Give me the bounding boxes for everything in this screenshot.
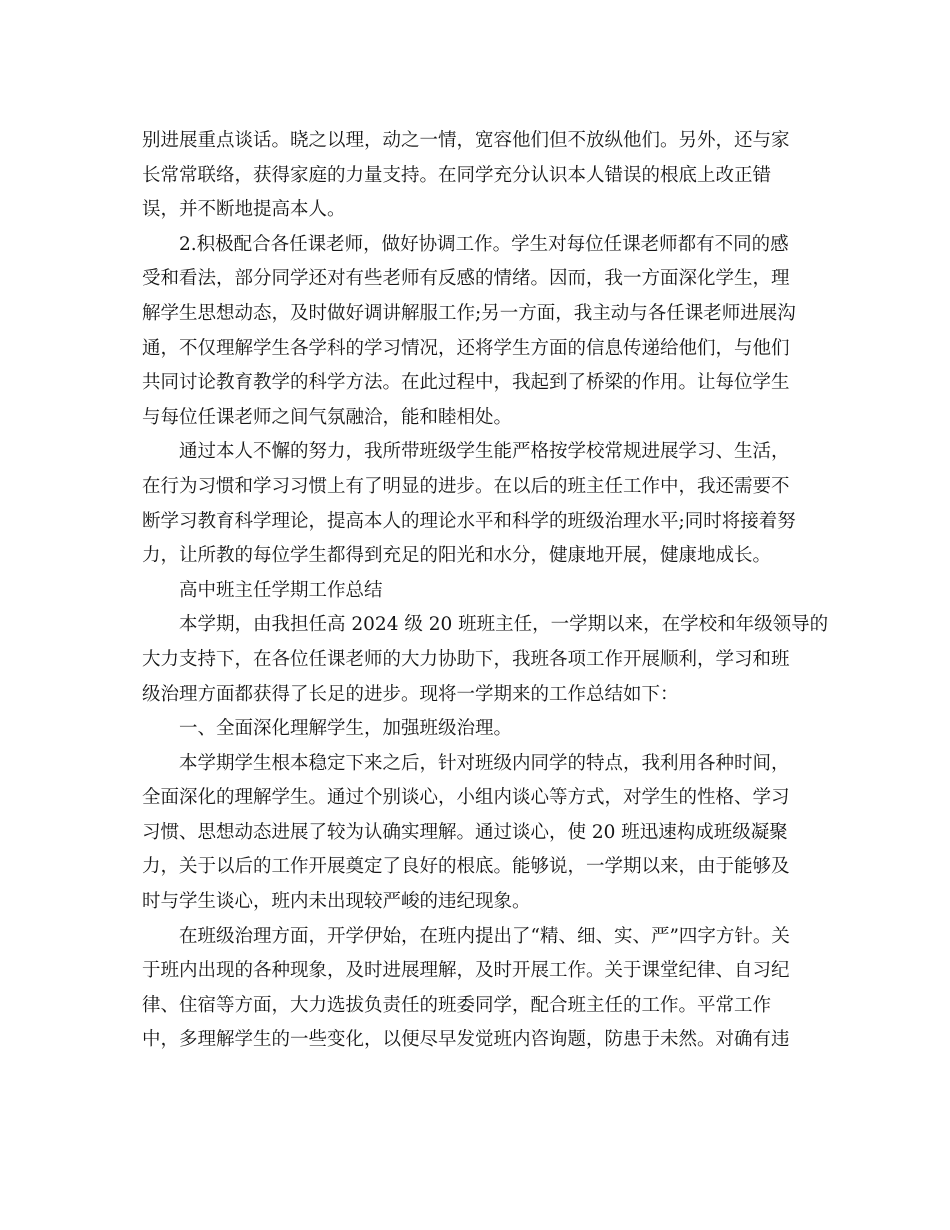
text-line: 别进展重点谈话。晓之以理，动之一情，宽容他们但不放纵他们。另外，还与家 — [142, 130, 790, 151]
text-line: 大力支持下，在各位任课老师的大力协助下，我班各项工作开展顺利，学习和班 — [142, 648, 790, 670]
text-line: 级治理方面都获得了长足的进步。现将一学期来的工作总结如下： — [142, 683, 679, 705]
text-line: 律、住宿等方面，大力选拔负责任的班委同学，配合班主任的工作。平常工作 — [142, 994, 772, 1016]
text-line: 误，并不断地提高本人。 — [142, 199, 346, 221]
text-line: 与每位任课老师之间气氛融洽，能和睦相处。 — [142, 406, 513, 428]
text-line: 解学生思想动态，及时做好调讲解服工作;另一方面，我主动与各任课老师进展沟 — [142, 302, 796, 324]
text-line: 高中班主任学期工作总结 — [179, 579, 383, 601]
text-line: 长常常联络，获得家庭的力量支持。在同学充分认识本人错误的根底上改正错 — [142, 164, 772, 186]
text-line: 中，多理解学生的一些变化，以便尽早发觉班内咨询题，防患于未然。对确有违 — [142, 1029, 790, 1051]
text-line: 全面深化的理解学生。通过个别谈心，小组内谈心等方式，对学生的性格、学习 — [142, 787, 790, 809]
document-body — [142, 124, 829, 1058]
text-line: 通过本人不懈的努力，我所带班级学生能严格按学校常规进展学习、生活， — [179, 441, 790, 463]
text-line: 本学期，由我担任高 2024 级 20 班班主任，一学期以来，在学校和年级领导的 — [179, 614, 829, 636]
text-line: 力，让所教的每位学生都得到充足的阳光和水分，健康地开展，健康地成长。 — [142, 545, 772, 567]
text-line: 共同讨论教育教学的科学方法。在此过程中，我起到了桥梁的作用。让每位学生 — [142, 372, 790, 394]
text-line: 在行为习惯和学习习惯上有了明显的进步。在以后的班主任工作中，我还需要不 — [142, 475, 790, 497]
text-line: 受和看法，部分同学还对有些老师有反感的情绪。因而，我一方面深化学生，理 — [142, 268, 790, 290]
text-line: 习惯、思想动态进展了较为认确实理解。通过谈心，使 20 班迅速构成班级凝聚 — [142, 821, 788, 843]
text-line: 断学习教育科学理论，提高本人的理论水平和科学的班级治理水平;同时将接着努 — [142, 510, 796, 532]
text-line: 本学期学生根本稳定下来之后，针对班级内同学的特点，我利用各种时间， — [179, 752, 790, 774]
text-line: 通，不仅理解学生各学科的学习情况，还将学生方面的信息传递给他们，与他们 — [142, 337, 790, 359]
text-line: 2.积极配合各任课老师，做好协调工作。学生对每位任课老师都有不同的感 — [179, 233, 789, 255]
text-line: 时与学生谈心，班内未出现较严峻的违纪现象。 — [142, 891, 531, 913]
text-line: 于班内出现的各种现象，及时进展理解，及时开展工作。关于课堂纪律、自习纪 — [142, 960, 790, 982]
text-line: 力，关于以后的工作开展奠定了良好的根底。能够说，一学期以来，由于能够及 — [142, 856, 790, 878]
text-line: 在班级治理方面，开学伊始，在班内提出了“精、细、实、严”四字方针。关 — [179, 925, 790, 947]
text-line: 一、全面深化理解学生，加强班级治理。 — [179, 718, 513, 740]
